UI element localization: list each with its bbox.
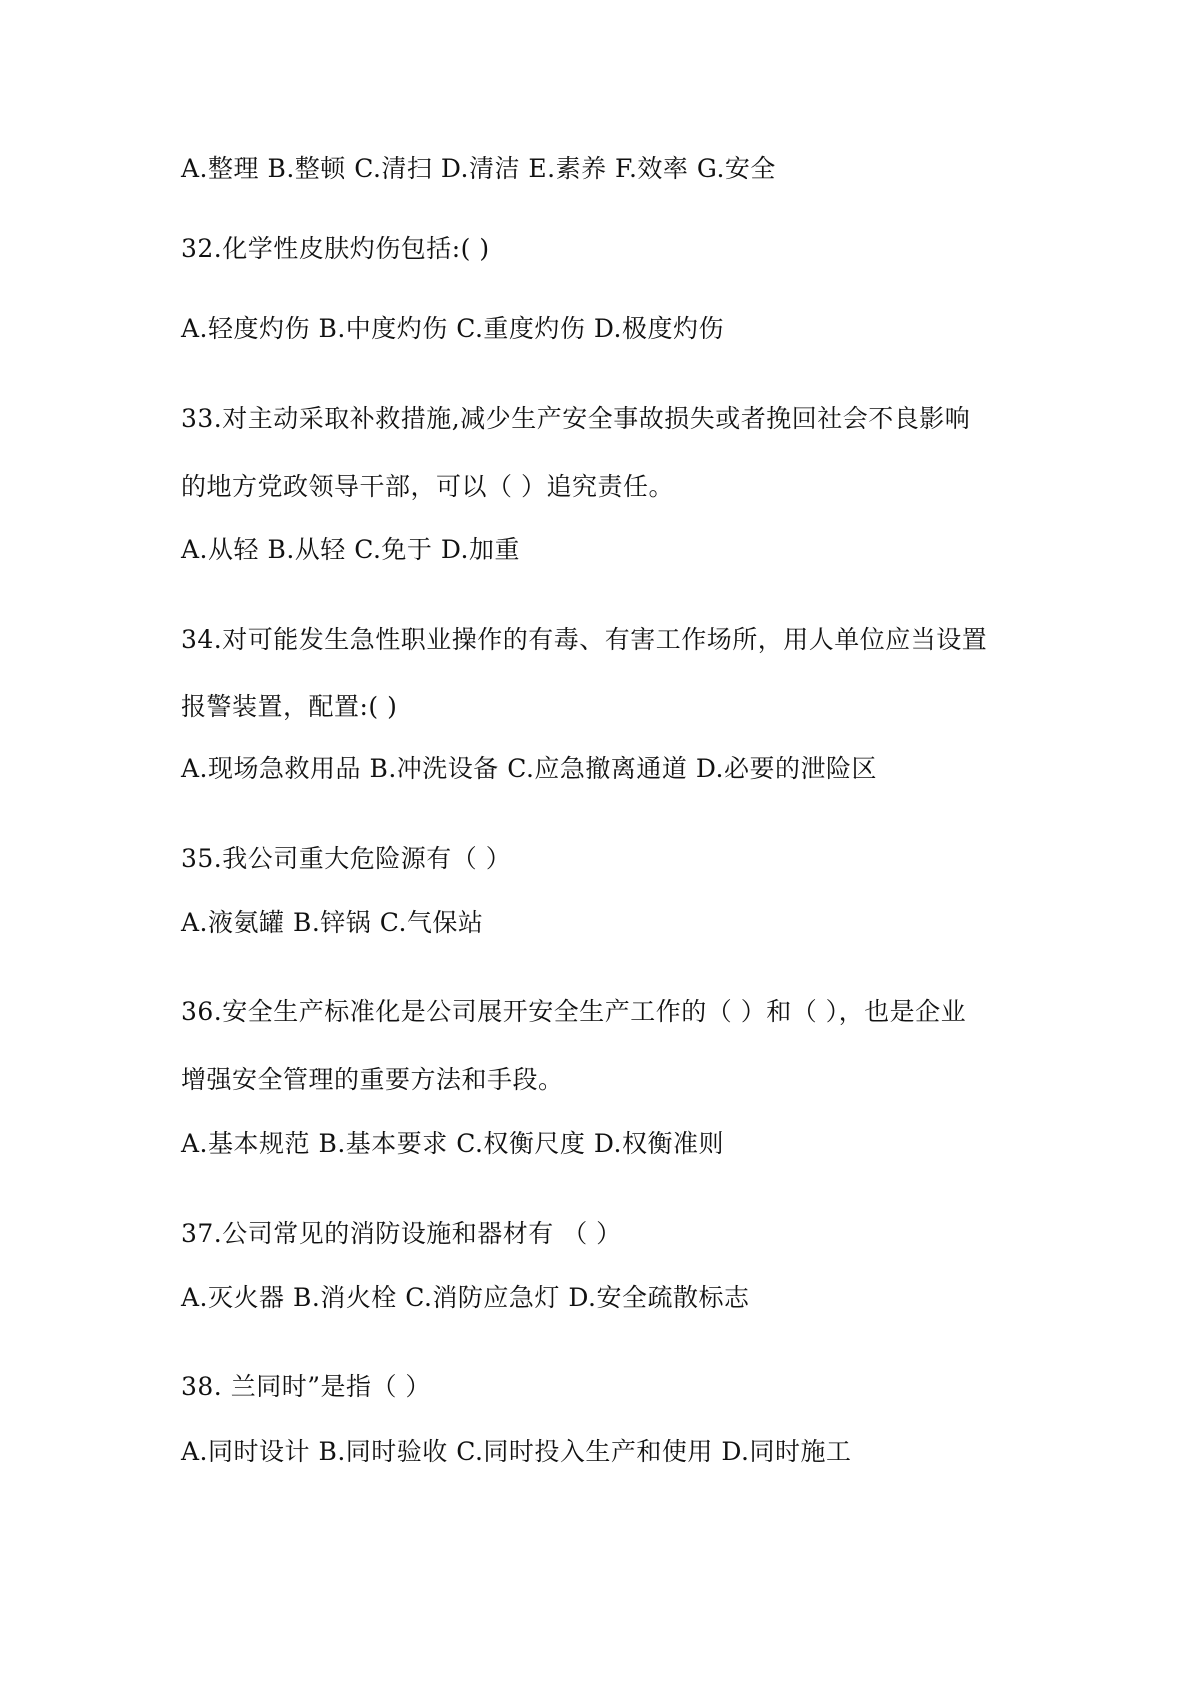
q33-question-line1: 33.对主动采取补救措施,减少生产安全事故损失或者挽回社会不良影响 (181, 404, 971, 433)
q33-options: A.从轻 B.从轻 C.免于 D.加重 (181, 535, 520, 564)
q34-question-line2: 报警装置，配置:( ) (181, 692, 398, 721)
q35-options: A.液氨罐 B.锌锅 C.气保站 (181, 908, 484, 937)
q36-question-line1: 36.安全生产标准化是公司展开安全生产工作的（ ）和（ ），也是企业 (181, 997, 967, 1026)
q31-options: A.整理 B.整顿 C.清扫 D.清洁 E.素养 F.效率 G.安全 (181, 154, 776, 183)
q36-question-line2: 增强安全管理的重要方法和手段。 (181, 1065, 564, 1094)
q38-question: 38. 兰同时”是指（ ） (181, 1372, 431, 1401)
q32-options: A.轻度灼伤 B.中度灼伤 C.重度灼伤 D.极度灼伤 (181, 314, 724, 343)
q33-question-line2: 的地方党政领导干部，可以（ ）追究责任。 (181, 472, 674, 501)
q34-options: A.现场急救用品 B.冲洗设备 C.应急撤离通道 D.必要的泄险区 (181, 754, 877, 783)
q37-question: 37.公司常见的消防设施和器材有 （ ） (181, 1219, 622, 1248)
q36-options: A.基本规范 B.基本要求 C.权衡尺度 D.权衡准则 (181, 1129, 724, 1158)
q32-question: 32.化学性皮肤灼伤包括:( ) (181, 234, 490, 263)
q38-options: A.同时设计 B.同时验收 C.同时投入生产和使用 D.同时施工 (181, 1437, 852, 1466)
q35-question: 35.我公司重大危险源有（ ） (181, 844, 512, 873)
q34-question-line1: 34.对可能发生急性职业操作的有毒、有害工作场所，用人单位应当设置 (181, 625, 988, 654)
q37-options: A.灭火器 B.消火栓 C.消防应急灯 D.安全疏散标志 (181, 1283, 750, 1312)
